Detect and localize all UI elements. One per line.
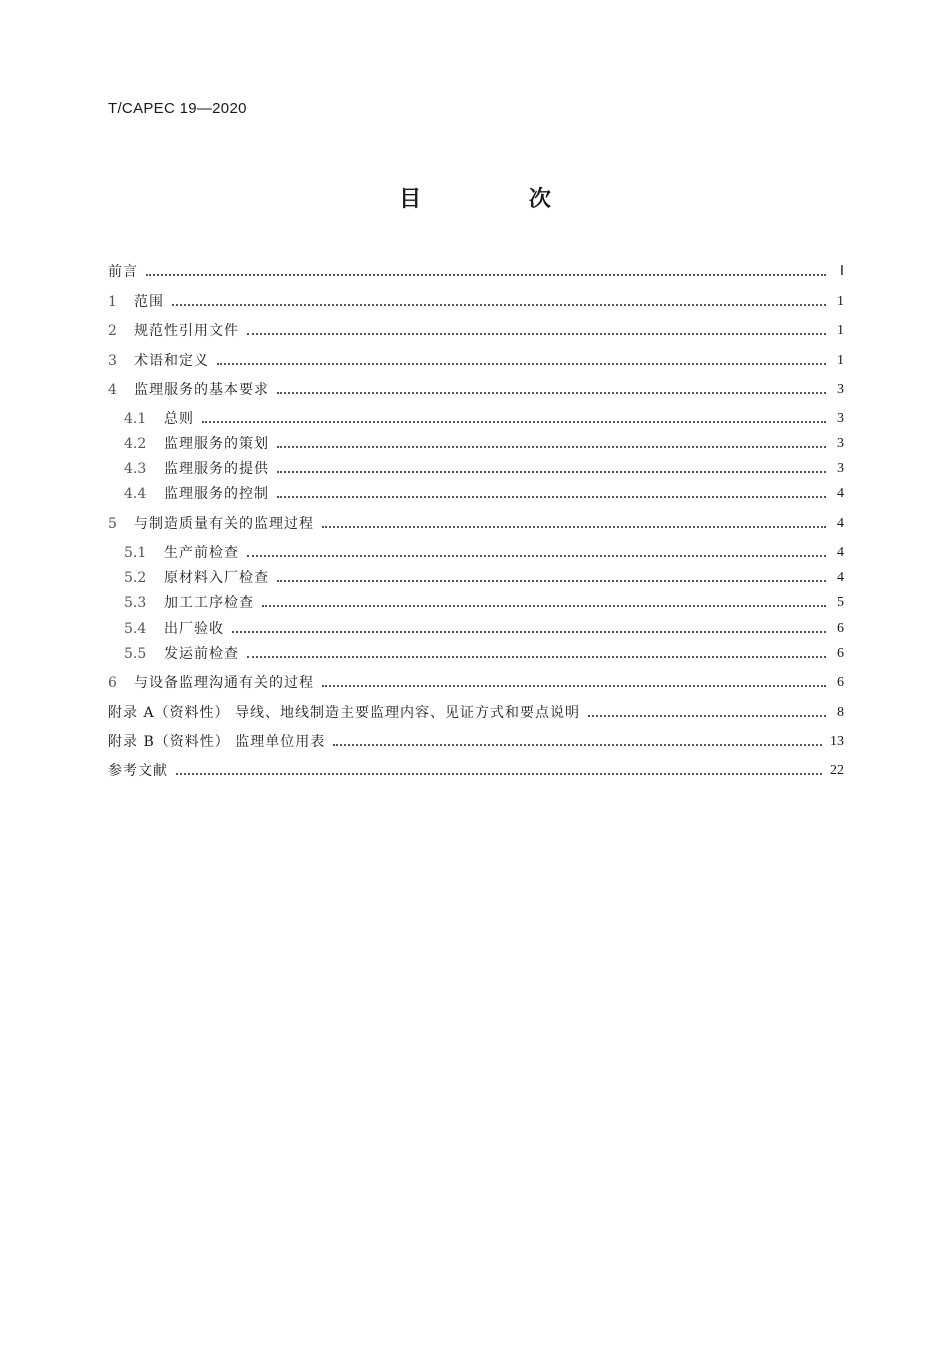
toc-entry-label: 监理服务的基本要求 [134, 382, 269, 398]
toc-entry-label: 发运前检查 [164, 646, 239, 662]
toc-entry-label: 术语和定义 [134, 353, 209, 369]
toc-entry-number: 4.4 [124, 486, 147, 502]
toc-dot-leader [277, 496, 826, 498]
toc-entry-number: 2 [108, 323, 117, 339]
toc-entry[interactable] [108, 484, 844, 504]
toc-entry-label: 总则 [164, 411, 194, 427]
toc-entry-page-number: 6 [837, 675, 844, 690]
toc-entry[interactable] [108, 619, 844, 639]
toc-entry-label: 监理服务的控制 [164, 486, 269, 502]
toc-entry-label: 前言 [108, 264, 138, 280]
page-title: 目 次 [399, 187, 601, 212]
toc-entry[interactable] [108, 351, 844, 371]
toc-entry-label: 生产前检查 [164, 545, 239, 561]
toc-entry[interactable] [108, 409, 844, 429]
toc-entry-page-number: 4 [837, 570, 844, 585]
toc-entry-label: 出厂验收 [164, 621, 224, 637]
toc-entry[interactable] [108, 593, 844, 613]
toc-entry-page-number: 4 [837, 516, 844, 531]
toc-entry[interactable] [108, 459, 844, 479]
toc-entry-label: 监理服务的提供 [164, 461, 269, 477]
toc-entry-page-number: 8 [837, 705, 844, 720]
toc-entry-label: 范围 [134, 294, 164, 310]
toc-dot-leader [277, 446, 826, 448]
toc-dot-leader [333, 744, 822, 746]
toc-dot-leader [176, 773, 822, 775]
toc-entry-label: 规范性引用文件 [134, 323, 239, 339]
toc-entry-label: 与制造质量有关的监理过程 [134, 516, 314, 532]
toc-entry[interactable] [108, 732, 844, 752]
toc-dot-leader [172, 304, 826, 306]
toc-entry[interactable] [108, 262, 844, 282]
toc-entry[interactable] [108, 543, 844, 563]
toc-entry-label: 监理服务的策划 [164, 436, 269, 452]
toc-dot-leader [277, 580, 826, 582]
toc-entry-number: 3 [108, 353, 117, 369]
toc-entry[interactable] [108, 434, 844, 454]
toc-entry-number: 4 [108, 382, 117, 398]
toc-dot-leader [247, 555, 826, 557]
toc-entry[interactable] [108, 703, 844, 723]
toc-dot-leader [217, 363, 826, 365]
toc-entry-label: 附录 A（资料性） 导线、地线制造主要监理内容、见证方式和要点说明 [108, 705, 581, 721]
toc-entry[interactable] [108, 673, 844, 693]
toc-entry-number: 4.2 [124, 436, 147, 452]
toc-dot-leader [277, 471, 826, 473]
toc-entry-number: 5.2 [124, 570, 147, 586]
toc-entry-page-number: 3 [837, 461, 844, 476]
toc-dot-leader [322, 685, 826, 687]
toc-entry[interactable] [108, 761, 844, 781]
toc-entry-number: 5.4 [124, 621, 147, 637]
toc-entry-page-number: 6 [837, 621, 844, 636]
toc-entry-page-number: Ⅰ [839, 264, 844, 279]
toc-entry-page-number: 4 [837, 545, 844, 560]
toc-entry-label: 原材料入厂检查 [164, 570, 269, 586]
toc-entry-label: 与设备监理沟通有关的过程 [134, 675, 314, 691]
toc-dot-leader [588, 715, 826, 717]
toc-entry[interactable] [108, 568, 844, 588]
toc-entry[interactable] [108, 321, 844, 341]
toc-dot-leader [247, 333, 826, 335]
toc-entry-label: 附录 B（资料性） 监理单位用表 [108, 734, 326, 750]
toc-entry[interactable] [108, 514, 844, 534]
toc-entry-number: 4.3 [124, 461, 147, 477]
toc-entry-label: 加工工序检查 [164, 595, 254, 611]
toc-entry-number: 5.5 [124, 646, 147, 662]
toc-dot-leader [247, 656, 826, 658]
toc-entry-page-number: 1 [837, 294, 844, 309]
toc-entry[interactable] [108, 644, 844, 664]
document-code: T/CAPEC 19—2020 [108, 100, 247, 117]
toc-entry-page-number: 1 [837, 323, 844, 338]
toc-entry-page-number: 3 [837, 411, 844, 426]
toc-entry-page-number: 5 [837, 595, 844, 610]
toc-dot-leader [277, 392, 826, 394]
toc-entry-number: 4.1 [124, 411, 147, 427]
toc-dot-leader [322, 526, 826, 528]
toc-entry-page-number: 1 [837, 353, 844, 368]
toc-dot-leader [146, 274, 826, 276]
toc-entry-number: 5.3 [124, 595, 147, 611]
toc-entry-number: 5 [108, 516, 117, 532]
toc-dot-leader [262, 605, 826, 607]
toc-entry-page-number: 3 [837, 382, 844, 397]
toc-dot-leader [202, 421, 826, 423]
toc-entry[interactable] [108, 292, 844, 312]
toc-entry-page-number: 22 [830, 763, 844, 778]
toc-entry-number: 5.1 [124, 545, 147, 561]
toc-entry-page-number: 13 [830, 734, 844, 749]
toc-dot-leader [232, 631, 826, 633]
toc-entry[interactable] [108, 380, 844, 400]
toc-entry-page-number: 6 [837, 646, 844, 661]
toc-entry-page-number: 4 [837, 486, 844, 501]
toc-entry-number: 1 [108, 294, 117, 310]
toc-entry-page-number: 3 [837, 436, 844, 451]
toc-entry-label: 参考文献 [108, 763, 168, 779]
toc-entry-number: 6 [108, 675, 117, 691]
